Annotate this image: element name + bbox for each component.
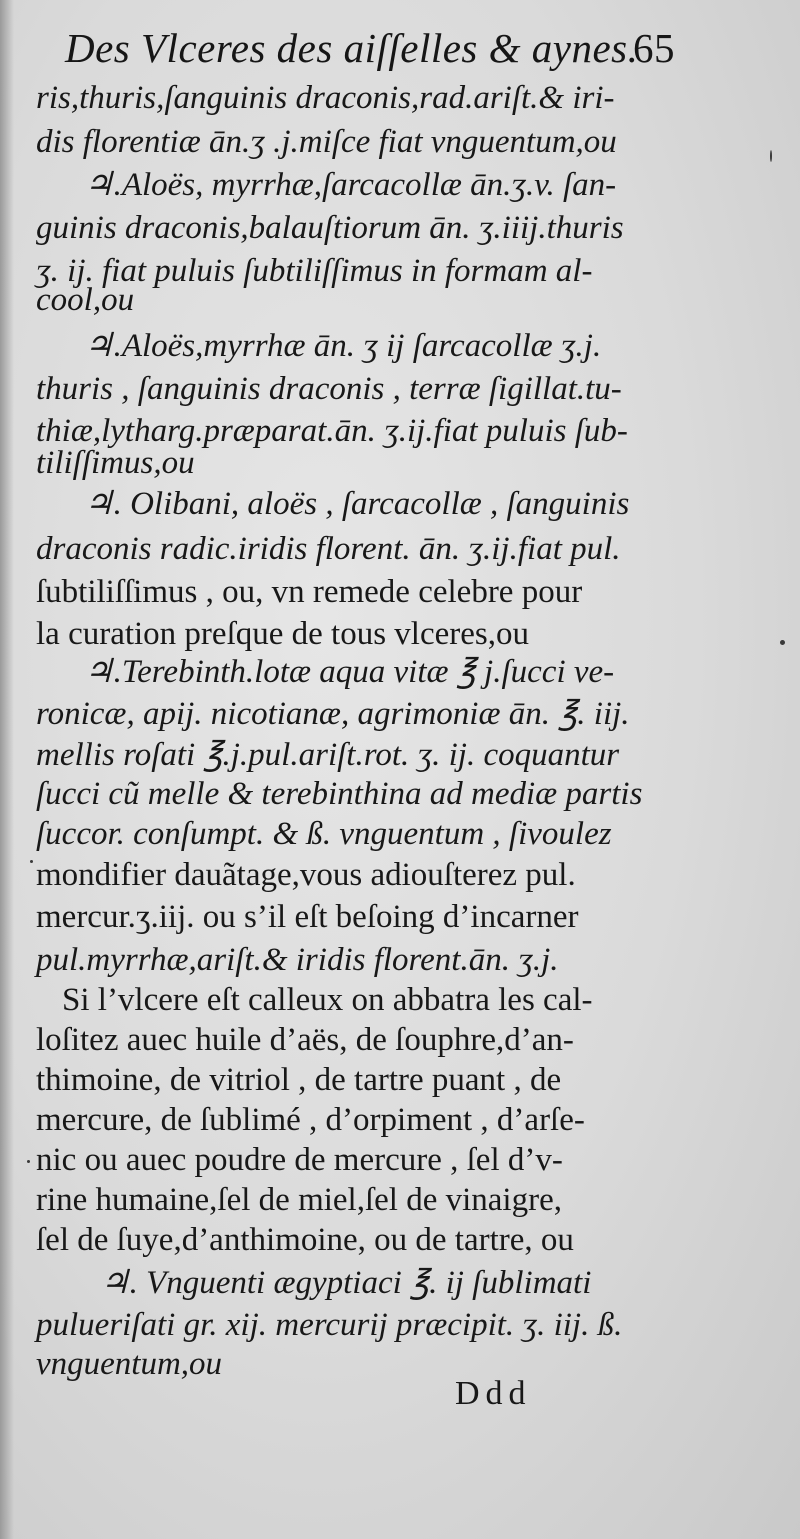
text-line: Si l’vlcere eſt calleux on abbatra les cal- bbox=[62, 982, 593, 1018]
text-line: ſel de ſuye,d’anthimoine, ou de tartre, ou bbox=[36, 1222, 574, 1258]
text-line: dis florentiæ ān.ʒ .j.miſce fiat vnguentum,ou bbox=[36, 124, 617, 160]
page-number: 65 bbox=[633, 25, 675, 71]
paper-speck bbox=[780, 640, 785, 645]
text-line: ris,thuris,ſanguinis draconis,rad.ariſt.& iri- bbox=[36, 80, 615, 116]
text-line: mercur.ʒ.iij. ou s’il eſt beſoing d’incarner bbox=[36, 899, 579, 935]
text-line: thiæ,lytharg.præparat.ān. ʒ.ij.fiat puluis ſub- bbox=[36, 413, 628, 449]
text-line: ſuccor. conſumpt. & ß. vnguentum , ſivoulez bbox=[36, 816, 612, 852]
text-line: ronicæ, apij. nicotianæ, agrimoniæ ān. ℥. iij. bbox=[36, 696, 630, 732]
recipe-line: ♃. Olibani, aloës , ſarcacollæ , ſanguinis bbox=[84, 486, 630, 522]
text-line: nic ou auec poudre de mercure , ſel d’v- bbox=[36, 1142, 563, 1178]
text-line: rine humaine,ſel de miel,ſel de vinaigre, bbox=[36, 1182, 562, 1218]
text-line: ſucci cũ melle & terebinthina ad mediæ partis bbox=[36, 776, 643, 812]
text-line: la curation preſque de tous vlceres,ou bbox=[36, 616, 529, 652]
paper-speck bbox=[27, 1160, 30, 1163]
recipe-line: ♃.Aloës, myrrhæ,ſarcacollæ ān.ʒ.v. ſan- bbox=[84, 167, 617, 203]
text-line: guinis draconis,balauſtiorum ān. ʒ.iiij.thuris bbox=[36, 210, 624, 246]
text-line: thimoine, de vitriol , de tartre puant , de bbox=[36, 1062, 562, 1098]
running-title: Des Vlceres des aiſſelles & aynes. bbox=[65, 25, 639, 71]
recipe-line: ♃.Aloës,myrrhæ ān. ʒ ij ſarcacollæ ʒ.j. bbox=[84, 328, 602, 364]
signature-mark: Ddd bbox=[455, 1375, 532, 1412]
paper-speck bbox=[770, 150, 772, 162]
text-line: thuris , ſanguinis draconis , terræ ſigillat.tu- bbox=[36, 371, 622, 407]
text-line: mondifier dauãtage,vous adiouſterez pul. bbox=[36, 857, 576, 893]
text-line: pulueriſati gr. xij. mercurij præcipit. ʒ. iij. ß. bbox=[36, 1307, 623, 1343]
paper-speck bbox=[30, 860, 33, 863]
recipe-line: ♃. Vnguenti ægyptiaci ℥. ij ſublimati bbox=[100, 1265, 592, 1301]
text-line: draconis radic.iridis florent. ān. ʒ.ij.fiat pul. bbox=[36, 531, 621, 567]
spine-shadow bbox=[0, 0, 14, 1539]
text-line: tiliſſimus,ou bbox=[36, 445, 195, 481]
text-line: loſitez auec huile d’aës, de ſouphre,d’an- bbox=[36, 1022, 574, 1058]
text-line: ʒ. ij. fiat puluis ſubtiliſſimus in formam al- bbox=[36, 253, 593, 289]
text-line: cool,ou bbox=[36, 282, 135, 318]
text-line: pul.myrrhæ,ariſt.& iridis florent.ān. ʒ.j. bbox=[36, 942, 559, 978]
text-line: vnguentum,ou bbox=[36, 1346, 223, 1382]
running-header bbox=[65, 24, 675, 84]
text-line: ſubtiliſſimus , ou, vn remede celebre pour bbox=[36, 574, 583, 610]
text-line: mellis roſati ℥.j.pul.ariſt.rot. ʒ. ij. coquantur bbox=[36, 737, 620, 773]
recipe-line: ♃.Terebinth.lotæ aqua vitæ ℥ j.ſucci ve- bbox=[84, 654, 615, 690]
text-line: mercure, de ſublimé , d’orpiment , d’arſe- bbox=[36, 1102, 585, 1138]
